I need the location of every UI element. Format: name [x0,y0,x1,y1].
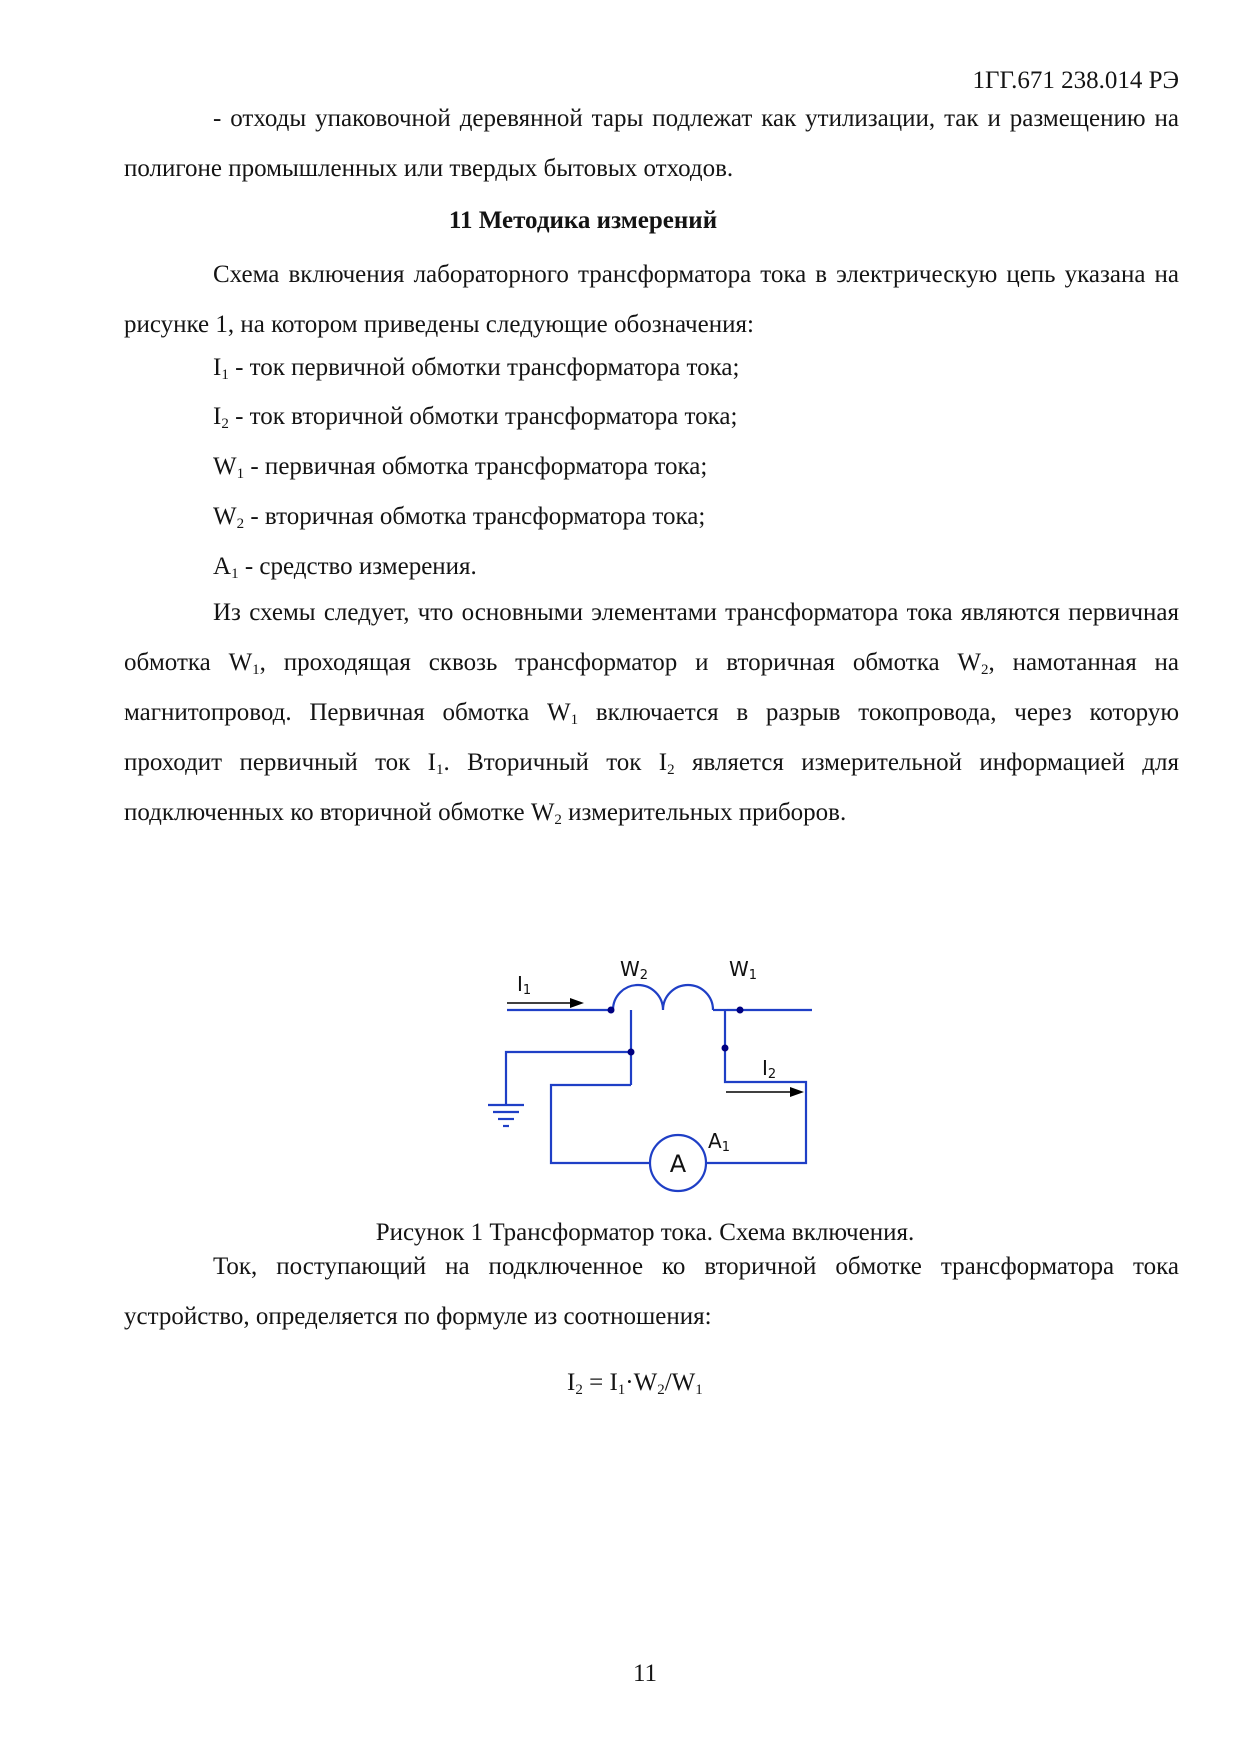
intro-text: - отходы упаковочной деревянной тары подлежат как утилизации, так и размещению на полигоне промышленных или твердых бытовых отходов. [124,105,1179,182]
term-a1 [213,553,477,582]
term-text: - вторичная обмотка трансформатора тока; [244,503,706,530]
term-w1 [213,453,708,482]
analysis-subscript: 2 [981,662,989,678]
term-symbol: W [213,503,237,530]
analysis-subscript: 2 [554,812,562,828]
term-text: - ток первичной обмотки трансформатора тока; [228,354,740,381]
formula-symbol: W [633,1369,658,1396]
label-w1: W1 [729,957,758,983]
junction-dot [608,1007,615,1014]
current-text: Ток, поступающий на подключенное ко вторичной обмотке трансформатора тока устройство, определяется по формуле из соотношения: [124,1253,1179,1330]
term-symbol: I [213,403,222,430]
term-subscript: 1 [221,367,229,383]
label-i2: I2 [762,1056,777,1082]
formula-symbol: I [567,1369,576,1396]
analysis-text: включается в разрыв токопровода, через которую проходит первичный ток I [124,699,1179,776]
junction-dot [722,1045,729,1052]
junction-dot [737,1007,744,1014]
term-subscript: 1 [231,566,239,582]
analysis-text: . Вторичный ток I [443,749,668,776]
term-text: - ток вторичной обмотки трансформатора тока; [228,403,738,430]
formula-operator: / [664,1369,672,1396]
term-text: - средство измерения. [238,553,477,580]
figure-caption: Рисунок 1 Трансформатор тока. Схема включения. [375,1219,915,1246]
formula-subscript: 2 [657,1382,665,1398]
term-subscript: 1 [236,466,245,482]
formula-subscript: 1 [695,1382,703,1398]
intro-paragraph [124,94,1179,194]
i2-arrow [726,1087,804,1097]
term-symbol: I [213,354,222,381]
term-subscript: 2 [236,516,245,532]
formula-subscript: 1 [617,1382,626,1398]
formula-symbol: I [609,1369,618,1396]
analysis-subscript: 1 [252,662,260,678]
ground-symbol [488,1105,524,1126]
term-i2 [213,403,738,432]
label-w2: W2 [620,957,649,983]
circuit-diagram [470,950,830,1200]
section-title: 11 Методика измерений [448,207,718,234]
formula-operator: = [582,1369,610,1396]
analysis-text: , проходящая сквозь трансформатор и вторичная обмотка W [259,649,981,676]
scheme-paragraph [124,250,1179,350]
term-i1 [213,354,740,383]
secondary-left-lead [551,1085,650,1163]
formula-symbol: W [671,1369,696,1396]
term-text: - первичная обмотка трансформатора тока; [244,453,708,480]
i1-arrow [507,998,584,1008]
winding-coil [613,985,713,1010]
analysis-text: измерительных приборов. [561,799,847,826]
page-number: 11 [632,1660,658,1687]
doc-code: 1ГГ.671 238.014 РЭ [972,67,1179,94]
analysis-subscript: 2 [667,762,675,778]
label-a1: A1 [708,1129,730,1155]
analysis-paragraph [124,588,1179,838]
analysis-subscript: 1 [570,712,579,728]
formula [567,1369,703,1398]
formula-subscript: 2 [575,1382,583,1398]
analysis-subscript: 1 [436,762,444,778]
scheme-text: Схема включения лабораторного трансформатора тока в электрическую цепь указана на рисунке 1, на котором приведены следующие обозначения: [124,261,1179,338]
analysis-text: Из схемы следует, что основными элементами трансформатора тока являются первичная обмотка W [124,599,1179,676]
junction-dot [628,1049,635,1056]
analysis-text: , намотанная на магнитопровод. Первичная обмотка W [124,649,1180,726]
term-symbol: A [213,553,232,580]
term-w2 [213,503,706,532]
analysis-text: является измерительной информацией для подключенных ко вторичной обмотке W [124,749,1179,826]
term-symbol: W [213,453,237,480]
ground-wire [506,1052,631,1105]
wires [506,985,812,1191]
term-subscript: 2 [221,416,229,432]
current-paragraph [124,1242,1179,1342]
formula-operator: · [625,1369,634,1396]
ammeter-label: A [669,1150,687,1178]
label-i1: I1 [517,972,532,998]
